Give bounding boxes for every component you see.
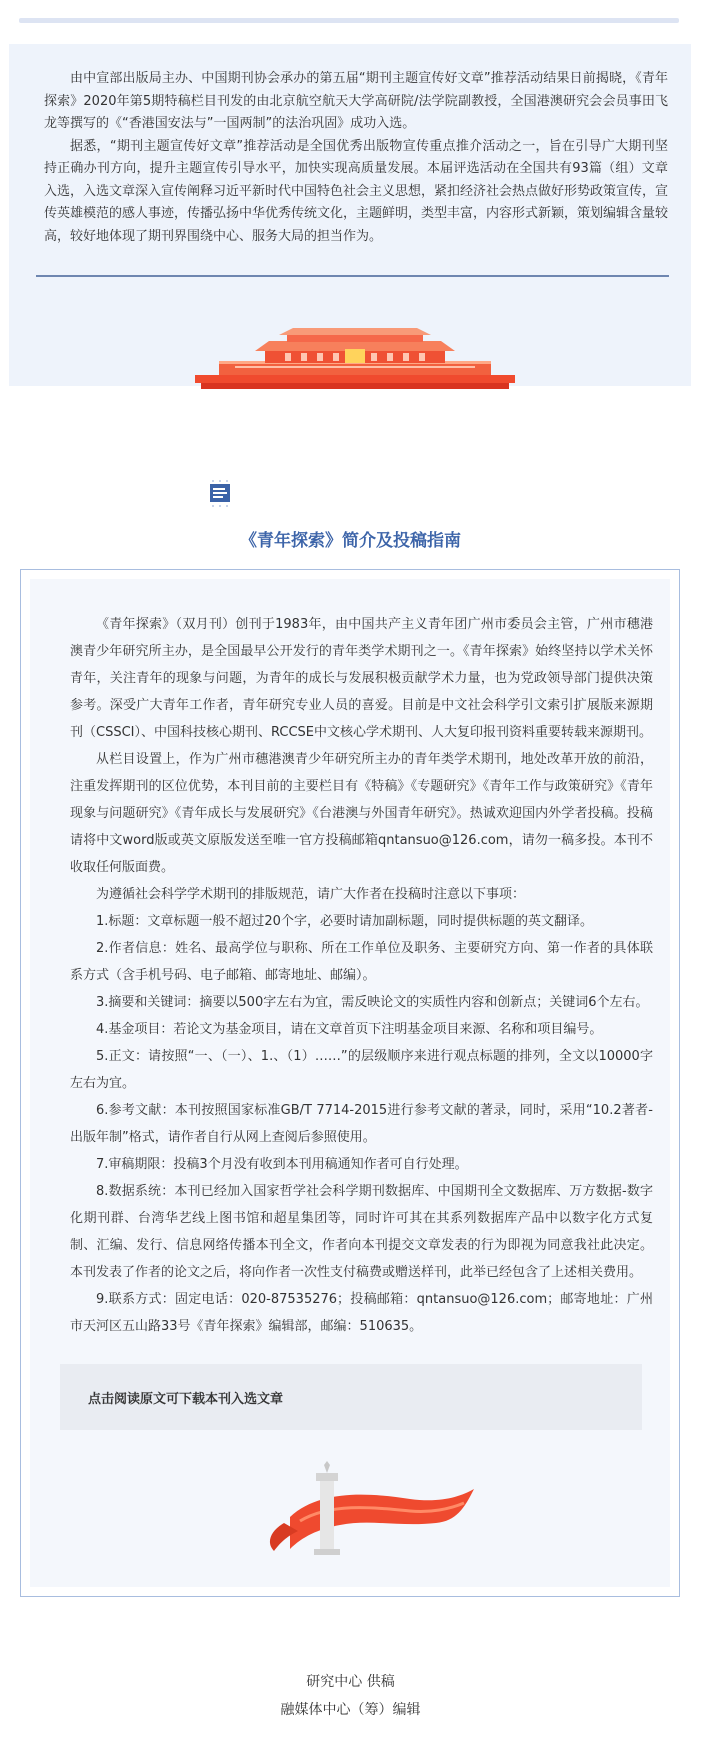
- tiananmen-illustration: [195, 327, 515, 397]
- guide-panel: [20, 569, 680, 1597]
- guide-item: 7.审稿期限：投稿3个月没有收到本刊用稿通知作者可自行处理。: [96, 1157, 468, 1172]
- guide-paragraph: 为遵循社会科学学术期刊的排版规范，请广大作者在投稿时注意以下事项：: [96, 887, 526, 902]
- flag-illustration: [260, 1459, 480, 1559]
- guide-paragraph: 《青年探索》（双月刊）创刊于1983年，由中国共产主义青年团广州市委员会主管，广州市穗港澳青少年研究所主办，是全国最早公开发行的青年类学术期刊之一。《青年探索》始终坚持以学术关怀青年，关注青年的现象与问题，为青年的成长与发展积极贡献学术力量，也为党政领导部门提供决策参考。深受广大青年工作者，青年研究专业人员的喜爱。目前是中文社会科学引文索引扩展版来源期刊（CSSCI）、中国科技核心期刊、RCCSE中文核心学术期刊、人大复印报刊资料重要转载来源期刊。: [70, 617, 653, 740]
- top-divider-bar: [19, 18, 679, 23]
- footer-editor: 融媒体中心（筹）编辑: [280, 1702, 421, 1718]
- read-original-notice[interactable]: [60, 1364, 642, 1430]
- guide-item: 4.基金项目：若论文为基金项目，请在文章首页下注明基金项目来源、名称和项目编号。: [96, 1022, 603, 1037]
- footer: [0, 1668, 701, 1724]
- intro-paragraph: 据悉，“期刊主题宣传好文章”推荐活动是全国优秀出版物宣传重点推介活动之一，旨在引导广大期刊坚持正确办刊方向，提升主题宣传引导水平，加快实现高质量发展。本届评选活动在全国共有93篇（组）文章入选，入选文章深入宣传阐释习近平新时代中国特色社会主义思想，紧扣经济社会热点做好形势政策宣传，宣传英雄模范的感人事迹，传播弘扬中华优秀传统文化，主题鲜明，类型丰富，内容形式新颖，策划编辑含量较高，较好地体现了期刊界围绕中心、服务大局的担当作为。: [44, 138, 669, 244]
- guide-item: 5.正文：请按照“一、（一）、1.、（1）……”的层级顺序来进行观点标题的排列，全文以10000字左右为宜。: [70, 1049, 653, 1091]
- read-original-label: 点击阅读原文可下载本刊入选文章: [88, 1392, 284, 1407]
- guide-item: 2.作者信息：姓名、最高学位与职称、所在工作单位及职务、主要研究方向、第一作者的具体联系方式（含手机号码、电子邮箱、邮寄地址、邮编）。: [70, 941, 653, 983]
- guide-item: 6.参考文献：本刊按照国家标准GB/T 7714-2015进行参考文献的著录，同时，采用“10.2著者-出版年制”格式，请作者自行从网上查阅后参照使用。: [70, 1103, 653, 1145]
- guide-item: 3.摘要和关键词：摘要以500字左右为宜，需反映论文的实质性内容和创新点；关键词6个左右。: [96, 995, 649, 1010]
- guide-panel-inner: [30, 579, 670, 1587]
- section-title: 《青年探索》简介及投稿指南: [240, 531, 461, 551]
- intro-paragraph: 由中宣部出版局主办、中国期刊协会承办的第五届“期刊主题宣传好文章”推荐活动结果日前揭晓，《青年探索》2020年第5期特稿栏目刊发的由北京航空航天大学高研院/法学院副教授，全国港澳研究会会员事田飞龙等撰写的《“香港国安法与”一国两制”的法治巩固》成功入选。: [44, 71, 668, 131]
- guide-item: 1.标题：文章标题一般不超过20个字，必要时请加副标题，同时提供标题的英文翻译。: [96, 914, 593, 929]
- intro-text: [44, 68, 668, 248]
- guide-text: [70, 611, 653, 1340]
- intro-divider: [36, 275, 669, 277]
- guide-item: 8.数据系统：本刊已经加入国家哲学社会科学期刊数据库、中国期刊全文数据库、万方数据-数字化期刊群、台湾华艺线上图书馆和超星集团等，同时许可其在其系列数据库产品中以数字化方式复制、汇编、发行、信息网络传播本刊全文，作者向本刊提交文章发表的行为即视为同意我社此决定。本刊发表了作者的论文之后，将向作者一次性支付稿费或赠送样刊，此举已经包含了上述相关费用。: [70, 1184, 653, 1280]
- intro-panel: [9, 44, 691, 386]
- footer-source: 研究中心 供稿: [306, 1674, 395, 1690]
- document-list-icon: [209, 480, 231, 508]
- guide-item: 9.联系方式：固定电话：020-87535276；投稿邮箱：qntansuo@126.com；邮寄地址：广州市天河区五山路33号《青年探索》编辑部，邮编：510635。: [70, 1292, 653, 1334]
- guide-paragraph: 从栏目设置上，作为广州市穗港澳青少年研究所主办的青年类学术期刊，地处改革开放的前沿，注重发挥期刊的区位优势，本刊目前的主要栏目有《特稿》《专题研究》《青年工作与政策研究》《青年现象与问题研究》《青年成长与发展研究》《台港澳与外国青年研究》。热诚欢迎国内外学者投稿。投稿请将中文word版或英文原版发送至唯一官方投稿邮箱qntansuo@126.com，请勿一稿多投。本刊不收取任何版面费。: [70, 752, 653, 875]
